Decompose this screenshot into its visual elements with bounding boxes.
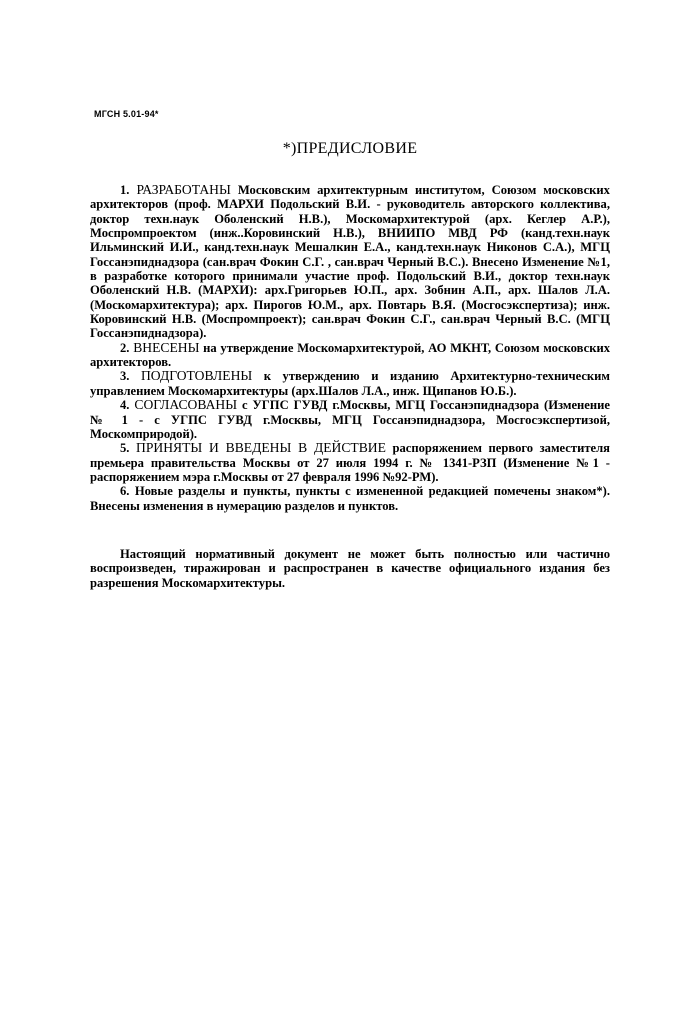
paragraph-keyword: ПОДГОТОВЛЕНЫ [140, 368, 253, 384]
page-title: *)ПРЕДИСЛОВИЕ [282, 140, 418, 157]
paragraph-4 [90, 398, 610, 441]
paragraph-2 [90, 341, 610, 370]
paragraph-number: 6. [120, 484, 130, 499]
preface-body [90, 183, 610, 513]
paragraph-number: 4. [120, 398, 130, 413]
paragraph-keyword: РАЗРАБОТАНЫ [136, 182, 231, 197]
paragraph-text: с УГПС ГУВД г.Москвы, МГЦ Госсанэпиднадзора (Изменение № 1 - с УГПС ГУВД г.Москвы, МГЦ Госсанэпиднадзора, Мосгосэкспертизой, Москомприродой). [90, 398, 610, 441]
paragraph-1 [90, 183, 610, 341]
paragraph-6 [90, 484, 610, 513]
document-code: МГСН 5.01-94* [94, 109, 159, 119]
paragraph-number: 1. [120, 183, 130, 197]
paragraph-number: 2. [120, 340, 130, 355]
paragraph-3 [90, 369, 610, 398]
paragraph-number: 3. [120, 369, 130, 384]
paragraph-keyword: ПРИНЯТЫ И ВВЕДЕНЫ В ДЕЙСТВИЕ [136, 440, 386, 456]
paragraph-5 [90, 441, 610, 484]
paragraph-number: 5. [120, 441, 130, 456]
paragraph-keyword: СОГЛАСОВАНЫ [134, 397, 238, 413]
paragraph-text: Московским архитектурным институтом, Союзом московских архитекторов (проф. МАРХИ Подольский В.И. - руководитель авторского коллектива, доктор техн.наук Оболенский Н.В.), Москомархитектурой (арх. Кеглер А.Р.), Моспромпроектом (инж..Коровинский Н.В.), ВНИИПО МВД РФ (канд.техн.наук Ильминский И.И., канд.техн.наук Мешалкин Е.А., канд.техн.наук Никонов С.А.), МГЦ Госсанэпиднадзора (сан.врач Фокин С.Г. , сан.врач Черный В.С.). Внесено Изменение №1, в разработке которого принимали участие проф. Подольский В.И., доктор техн.наук Оболенский Н.В. (МАРХИ): арх.Григорьев Ю.П., арх. Зобнин А.П., арх. Шалов Л.А. (Москомархитектура); арх. Пирогов Ю.М., арх. Повтарь В.Я. (Мосгосэкспертиза); инж. Коровинский Н.В. (Моспромпроект); сан.врач Фокин С.Г., сан.врач Черный В.С. (МГЦ Госсанэпиднадзора). [90, 183, 610, 341]
paragraph-keyword: ВНЕСЕНЫ [133, 339, 200, 355]
paragraph-text: к утверждению и изданию Архитектурно-техническим управлением Москомархитектуры (арх.Шалов Л.А., инж. Щипанов Ю.Б.). [90, 369, 610, 398]
paragraph-text: распоряжением первого заместителя премьера правительства Москвы от 27 июля 1994 г. № 1341-РЗП (Изменение №1 - распоряжением мэра г.Москвы от 27 февраля 1996 №92-РМ). [90, 441, 610, 484]
closing-statement: Настоящий нормативный документ не может быть полностью или частично воспроизведен, тиражирован и распространен в качестве официального издания без разрешения Москомархитектуры. [90, 547, 610, 590]
paragraph-text: Новые разделы и пункты, пункты с измененной редакцией помечены знаком*). Внесены изменения в нумерацию разделов и пунктов. [90, 484, 610, 513]
paragraph-text: на утверждение Москомархитектурой, АО МКНТ, Союзом московских архитекторов. [90, 340, 610, 370]
